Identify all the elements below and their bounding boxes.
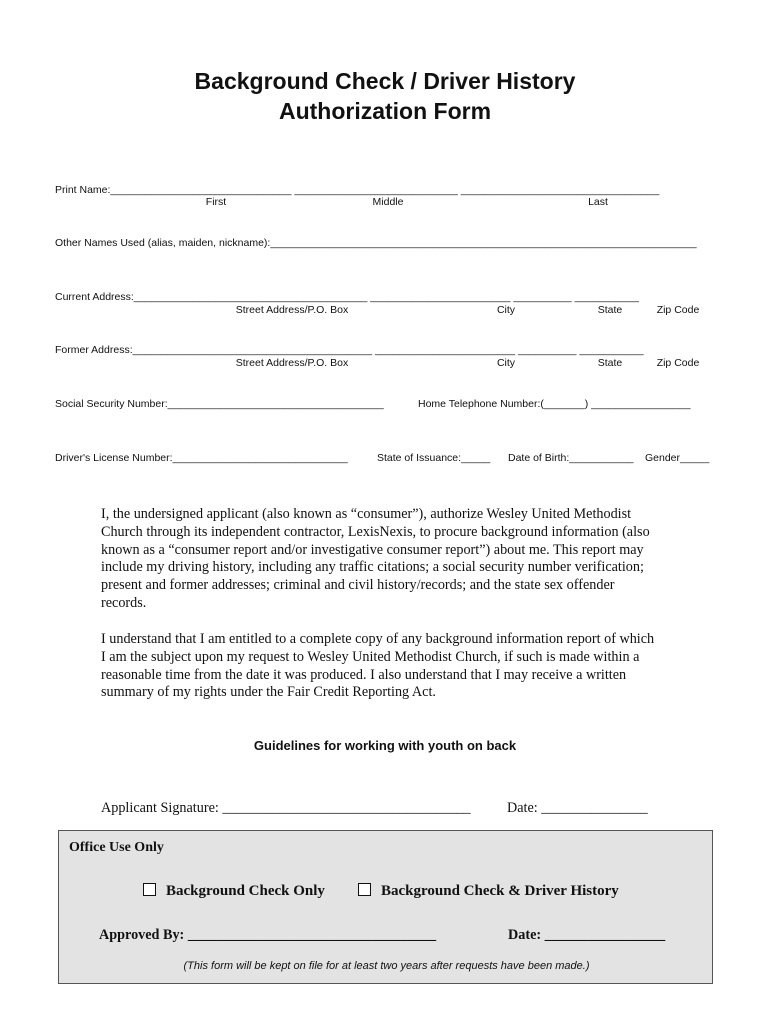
former-address-field[interactable]: Former Address:_________________________________________ ________________________ __________ ___________ — [55, 344, 644, 356]
former-state-label: State — [597, 357, 623, 369]
current-city-label: City — [496, 304, 516, 316]
checkbox-icon[interactable] — [358, 883, 371, 896]
current-zip-label: Zip Code — [656, 304, 700, 316]
office-date-field[interactable]: Date: _________________ — [508, 927, 666, 943]
signature-date-field[interactable]: Date: _______________ — [507, 800, 648, 816]
applicant-signature-field[interactable]: Applicant Signature: ___________________________________ — [101, 800, 471, 816]
former-street-label: Street Address/P.O. Box — [235, 357, 349, 369]
paragraph-entitlement: I understand that I am entitled to a complete copy of any background information report of which I am the subject upon my request to Wesley United Methodist Church, if such is made within a reasonable time from the date it was produced. I also understand that I may receive a written summary of my rights under the Fair Credit Reporting Act. — [101, 631, 655, 701]
option-background-check[interactable] — [143, 883, 325, 900]
approved-by-field[interactable]: Approved By: ___________________________________ — [99, 927, 437, 943]
guidelines-note: Guidelines for working with youth on back — [253, 738, 517, 753]
office-use-box — [58, 830, 713, 984]
state-issuance-field[interactable]: State of Issuance:_____ — [377, 452, 491, 464]
form-title-line1: Background Check / Driver History — [194, 68, 576, 94]
ssn-field[interactable]: Social Security Number:_____________________________________ — [55, 398, 384, 410]
former-zip-label: Zip Code — [656, 357, 700, 369]
home-phone-field[interactable]: Home Telephone Number:(_______) _________________ — [418, 398, 691, 410]
gender-field[interactable]: Gender_____ — [645, 452, 710, 464]
drivers-license-field[interactable]: Driver's License Number:______________________________ — [55, 452, 348, 464]
option-background-driver[interactable] — [358, 883, 619, 900]
current-state-label: State — [597, 304, 623, 316]
other-names-field[interactable]: Other Names Used (alias, maiden, nickname):_________________________________________________________________________ — [55, 237, 697, 249]
office-use-heading: Office Use Only — [69, 840, 164, 855]
last-name-label: Last — [588, 196, 608, 208]
current-street-label: Street Address/P.O. Box — [235, 304, 349, 316]
current-address-field[interactable]: Current Address:________________________________________ ________________________ __________ ___________ — [55, 291, 639, 303]
retention-note: (This form will be kept on file for at least two years after requests have been made.) — [183, 960, 590, 972]
checkbox-icon[interactable] — [143, 883, 156, 896]
former-city-label: City — [496, 357, 516, 369]
print-name-field[interactable]: Print Name:_______________________________ ____________________________ __________________________________ — [55, 184, 660, 196]
first-name-label: First — [205, 196, 227, 208]
paragraph-authorize: I, the undersigned applicant (also known as “consumer”), authorize Wesley United Methodist Church through its independent contractor, LexisNexis, to procure background information (also known as a “consumer report and/or investigative consumer report”) about me. This report may include my driving history, including any traffic citations; a social security number verification; present and former addresses; criminal and civil history/records; and the state sex offender records. — [101, 506, 650, 611]
entitlement-paragraph — [101, 631, 661, 702]
authorization-paragraph — [101, 506, 661, 613]
option-background-check-label: Background Check Only — [166, 883, 325, 899]
option-background-driver-label: Background Check & Driver History — [381, 883, 619, 899]
form-title-line2: Authorization Form — [278, 98, 492, 124]
middle-name-label: Middle — [372, 196, 404, 208]
date-of-birth-field[interactable]: Date of Birth:___________ — [508, 452, 634, 464]
